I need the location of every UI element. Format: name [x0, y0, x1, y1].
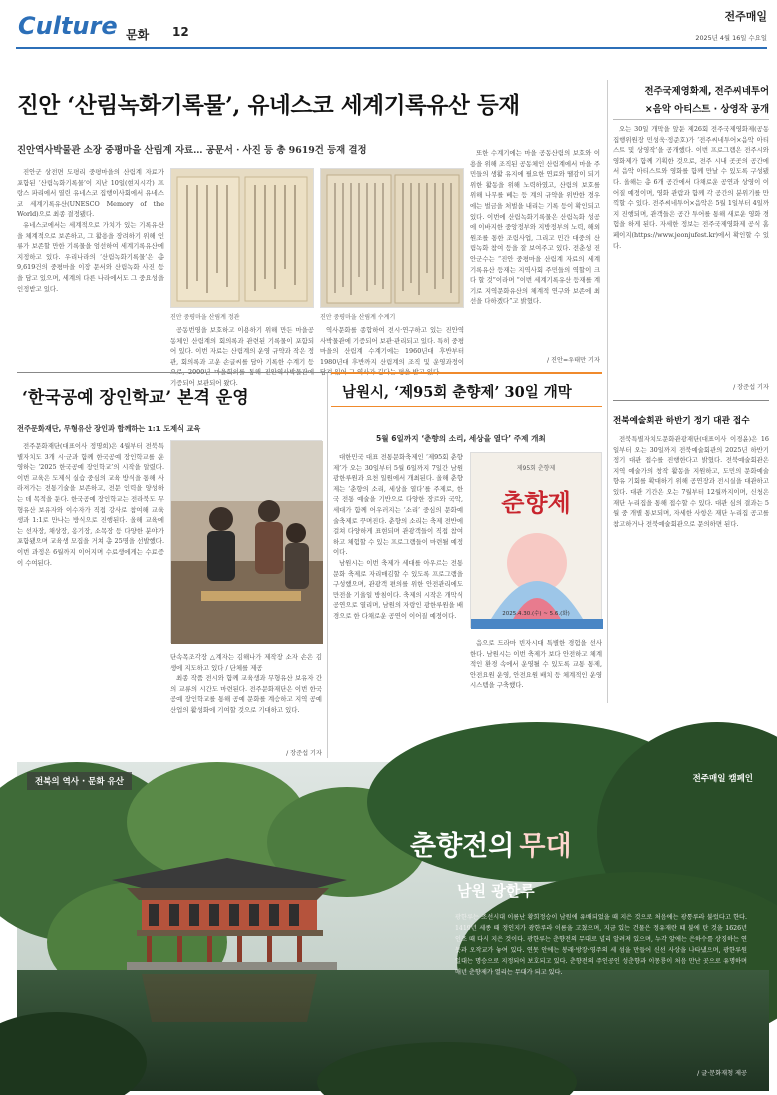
document-photo-ledger-caption: 진안 중평마을 산림계 수계기	[320, 314, 396, 321]
top-story-byline: / 진안=우태만 기자	[546, 357, 600, 364]
film-tour-byline: / 장준섭 기자	[733, 384, 769, 391]
craft-col-2	[170, 652, 322, 747]
section-title-en: Culture	[18, 12, 118, 40]
top-story-headline: 진안 ‘산림녹화기록물’, 유네스코 세계기록유산 등재	[17, 93, 520, 119]
document-photo-ledger-art	[321, 169, 465, 309]
feature-subtitle: 남원 광한루	[457, 882, 535, 900]
festival-poster-tag: 제95회 춘향제	[516, 465, 556, 472]
top-story-lead: 진안군 상전면 도평리 중평마을의 산림계 자료가 포함된 ‘산림녹화기록물’이 지난 10일(현지시각) 프랑스 파리에서 열린 유네스코 집행이사회에서 유네스코 세계기록유산(UNESCO Memory of the World)으로 최종 결정됐다.	[17, 168, 164, 219]
top-column-divider	[607, 80, 608, 703]
craft-byline: / 장준섭 기자	[286, 750, 322, 757]
gallery-headline: 전북예술회관 하반기 정기 대관 접수	[613, 416, 750, 426]
craft-body: 전주문화재단(대표이사 정명희)은 4월부터 전북특별자치도 3개 시·군과 함께 한국공예 장인학교를 운영하는 ‘2025 한국공예 장인학교’의 시작을 알렸다. 이번 교육은 도제식 실습 중심의 교육 방식을 통해 사라져가는 전통기술을 보존하고, 전문 인력을 양성하는 데 목적을 둔다. 한국공예 장인학교는 전라북도 무형유산 보유자와 이수자가 직접 강사로 참여해 교육생과 1:1로 만나는 방식으로 진행된다. 올해 교육에는 선자장, 채상장, 옹기장, 소목장 등 다양한 분야가 포함됐으며 교육생 모집을 거쳐 총 25명을 선발했다. 이번 과정은 6월까지 이어지며 수료생에게는 수료증이 수여된다.	[17, 442, 164, 567]
feature-right-tag: 전주매일 캠페인	[692, 774, 753, 784]
festival-c3: 음으로 드라마 빈자시대 특별한 경험을 선사한다. 남원시는 이번 축제가 보다 안전하고 체계적인 환경 속에서 운영될 수 있도록 교통 통제, 안전요원 운영, 안전요원 배치 등 체계적인 운영 시스템을 구축했다.	[470, 639, 602, 690]
document-photo-ledger	[320, 168, 464, 308]
top-story-col-1	[17, 167, 164, 364]
craft-col-1	[17, 441, 164, 746]
festival-col-1	[333, 452, 463, 747]
top-story-col-2	[170, 325, 314, 387]
feature-left-tag: 전북의 역사 · 문화 유산	[27, 772, 132, 790]
document-photo-charter	[170, 168, 314, 308]
festival-divider	[327, 373, 328, 758]
film-tour-rule	[613, 119, 769, 120]
film-tour-headline-line1: 전주국제영화제, 전주씨네투어	[644, 86, 769, 97]
craft-c2: 최종 작품 전시와 함께 교육생과 무형유산 보유자 간의 교류의 시간도 마련된다. 전주문화재단은 이번 한국공예 장인학교를 통해 공예 문화를 계승하고 지역 공예 산업의 활성화에 기여할 것으로 기대하고 있다.	[170, 674, 322, 714]
document-photo-charter-caption: 진안 중평마을 산림계 정관	[170, 314, 240, 321]
top-story-c3: 역사문화를 종합하여 전시·연구하고 있는 진안역사박물관에 기증되어 보관·관리되고 있다. 특히 중평마을의 산림계 수계기에는 1960년대 후반부터 1980년대 후반까지 산림계의 조직 및 운영과정이 담겨 있어 그 역사가 깊다는 평을 받고 있다.	[320, 326, 464, 377]
gallery-text: 전북특별자치도문화관광재단(대표이사 이경윤)은 16일부터 오는 30일까지 전북예술회관의 2025년 하반기 정기 대관 접수를 진행한다고 밝혔다. 전북예술회관은 지역 예술가의 창작 활동을 지원하고, 도민의 문화예술 향유 기회를 확대하기 위해 공연장과 전시실을 대관하고 있다. 대관 기간은 오는 7월부터 12월까지이며, 신청은 재단 누리집을 통해 접수할 수 있다. 대관 심의 결과는 5월 중 개별 통보되며, 자세한 사항은 재단 누리집 공고를 참고하거나 전북예술회관으로 문의하면 된다.	[613, 435, 769, 528]
top-story-col-4	[470, 148, 600, 354]
feature-body: 광한루는 조선시대 이름난 황희정승이 남원에 유배되었을 때 지은 것으로 처음에는 광통루라 불렀다고 한다. 1419년 세종 때 정인지가 광한루라 이름을 고쳤으며, 지금 있는 건물은 정유재란 때 불에 탄 것을 1626년 인조 때 다시 지은 것이다. 광한루는 춘향전의 무대로 널리 알려져 있으며, 누각 앞에는 은하수를 상징하는 연못과 오작교가 놓여 있다. 연못 안에는 봉래·방장·영주의 세 섬을 만들어 신선 사상을 나타냈으며, 광한루원 일대는 명승으로 지정되어 보호되고 있다. 춘향전의 주인공인 성춘향과 이몽룡이 처음 만난 곳으로 유명하며 매년 춘향제가 열리는 무대가 되고 있다.	[455, 914, 747, 976]
section-header	[0, 0, 777, 52]
festival-c2: 남원시는 이번 축제가 세대를 아우르는 전통문화 축제로 자리매김할 수 있도록 프로그램을 구성했으며, 관광객 편의를 위한 안전관리에도 만전을 기울일 방침이다. 축제의 시작은 개막식 공연으로 열리며, 남원의 자랑인 광한루원을 배경으로 한 다채로운 공연이 이어질 예정이다.	[333, 558, 463, 620]
festival-poster-title: 춘향제	[501, 488, 571, 517]
film-tour-headline-line2: ×음악 아티스트 · 상영작 공개	[644, 104, 769, 115]
feature-credit: / 글·문화재청 제공	[697, 1070, 747, 1077]
document-photo-charter-art	[171, 169, 315, 309]
paper-name: 전주매일	[724, 10, 767, 23]
film-tour-text: 오는 30일 개막을 앞둔 제26회 전주국제영화제(공동집행위원장 민성욱·정준호)가 ‘전주씨네투어×음악 아티스트 및 상영작’을 공개했다. 이번 프로그램은 전주시와 영화제가 함께 기획한 것으로, 전주 시내 곳곳의 공간에서 음악 아티스트와 영화를 함께 만날 수 있도록 구성됐다. 올해는 총 6개 공간에서 다채로운 공연과 상영이 이어질 예정이며, 영화 관람과 함께 각 공간의 분위기를 만끽할 수 있다. 전주씨네투어×음악은 5월 1일부터 4일까지 진행되며, 관객들은 공간 투어를 통해 새로운 영화 경험을 하게 된다. 자세한 정보는 전주국제영화제 공식 홈페이지(https://www.jeonjufest.kr)에서 확인할 수 있다.	[613, 125, 769, 250]
craft-workshop-photo-art	[171, 441, 323, 644]
festival-poster-date: 2025.4.30.(수) ~ 5.6.(화)	[502, 611, 570, 617]
issue-date: 2025년 4월 16일 수요일	[695, 34, 767, 42]
top-story-col-3	[320, 325, 464, 377]
festival-subhead: 5월 6일까지 ‘춘향의 소리, 세상을 열다’ 주제 개최	[376, 434, 546, 443]
feature-panel	[17, 762, 769, 1091]
feature-title-part2: 무대	[519, 831, 572, 862]
festival-poster	[470, 452, 602, 628]
section-title-ko: 문화	[126, 28, 150, 42]
craft-workshop-photo	[170, 440, 322, 643]
craft-photo-caption: 단속목조각장 △계자는 김해나가 제작장 소자 손은 김생에 지도하고 있다 / 단체를 제공	[170, 653, 322, 672]
festival-c1: 대한민국 대표 전통문화축제인 ‘제95회 춘향제’가 오는 30일부터 5월 6일까지 7일간 남원 광한루원과 요천 일원에서 개최된다. 올해 춘향제는 ‘춘향의 소리, 세상을 열다’를 주제로, 한국 전통 예술을 기반으로 다양한 장르와 국악, 세대가 함께 어우러지는 ‘소리’ 중심의 문화예술축제로 꾸며진다. 춘향의 소리는 축제 전반에 걸쳐 다양하게 표현되며 관광객들이 직접 참여하고 체험할 수 있는 프로그램들이 마련될 예정이다.	[333, 453, 463, 557]
top-story-subhead: 진안역사박물관 소장 중평마을 산림계 자료… 공문서 · 사진 등 총 9619건 등재 결정	[17, 145, 367, 156]
film-tour-body	[613, 124, 769, 379]
page-number: 12	[172, 25, 189, 39]
top-story-c2: 공동번영을 보호하고 이용하기 위해 만든 마을공동체인 산림계의 회의록과 관련된 기록물이 포함되어 있다. 이번 자료는 산림계의 운영 규약과 작은 정관, 회의록과 고운 손글씨를 담아 기록한 수계기 등으로, 2000년 마을회의를 통해 진안역사박물관에 기증되어 보관되어 왔다.	[170, 326, 314, 387]
gallery-top-rule	[613, 400, 769, 401]
top-story-c4: 또한 수계기에는 마을 공동산림의 보호와 이용을 위해 조직된 공동체인 산림계에서 마을 주민들의 생활 유지에 필요한 연료와 땔감이 되기 위한 활동을 위해 노력하였고, 산림의 보호를 위해 나무를 베는 등 계의 규약을 위반한 경우에는 벌금을 처벌을 내리는 기록 등이 확인되고 있다. 이번에 산림녹화기록물은 산림녹화 성공에 이바지한 중앙정부와 지방정부의 노력, 해외 원조를 통한 조림사업, 그리고 민간 대중의 산림녹화 참여 등을 잘 보여주고 있다. 전춘성 진안군수는 “진안 중평마을 산림계 자료의 세계기록유산 등재는 지역사회 주민들의 역할이 크다 할 것”이라며 “이번 세계기록유산 등재를 계기로 지역문화유산의 체계적 연구와 보존에 최선을 다하겠다”고 밝혔다.	[470, 149, 600, 306]
feature-title	[410, 824, 572, 863]
craft-headline: ‘한국공예 장인학교’ 본격 운영	[22, 388, 249, 408]
header-rule	[16, 47, 767, 49]
top-story-p2: 유네스코에서는 세계적으로 가치가 있는 기록유산을 체계적으로 보존하고, 그 활용을 장려하기 위해 인류가 보존할 만한 기록물을 엄선하여 세계기록유산에 지정하고 있다. 우리나라의 ‘산림녹화기록물’은 총 9,619건의 중평마을 이장 문서와 산림녹화 사진 등을 담고 있으며, 세계의 다른 나라에서도 그 중요성을 인정받고 있다.	[17, 220, 164, 293]
craft-subhead: 전주문화재단, 무형유산 장인과 함께하는 1:1 도제식 교육	[17, 424, 201, 433]
feature-title-part1: 춘향전의	[410, 831, 515, 862]
film-tour-headline	[613, 83, 769, 115]
gallery-body	[613, 434, 769, 746]
festival-headline: 남원시, ‘제95회 춘향제’ 30일 개막	[342, 384, 572, 401]
